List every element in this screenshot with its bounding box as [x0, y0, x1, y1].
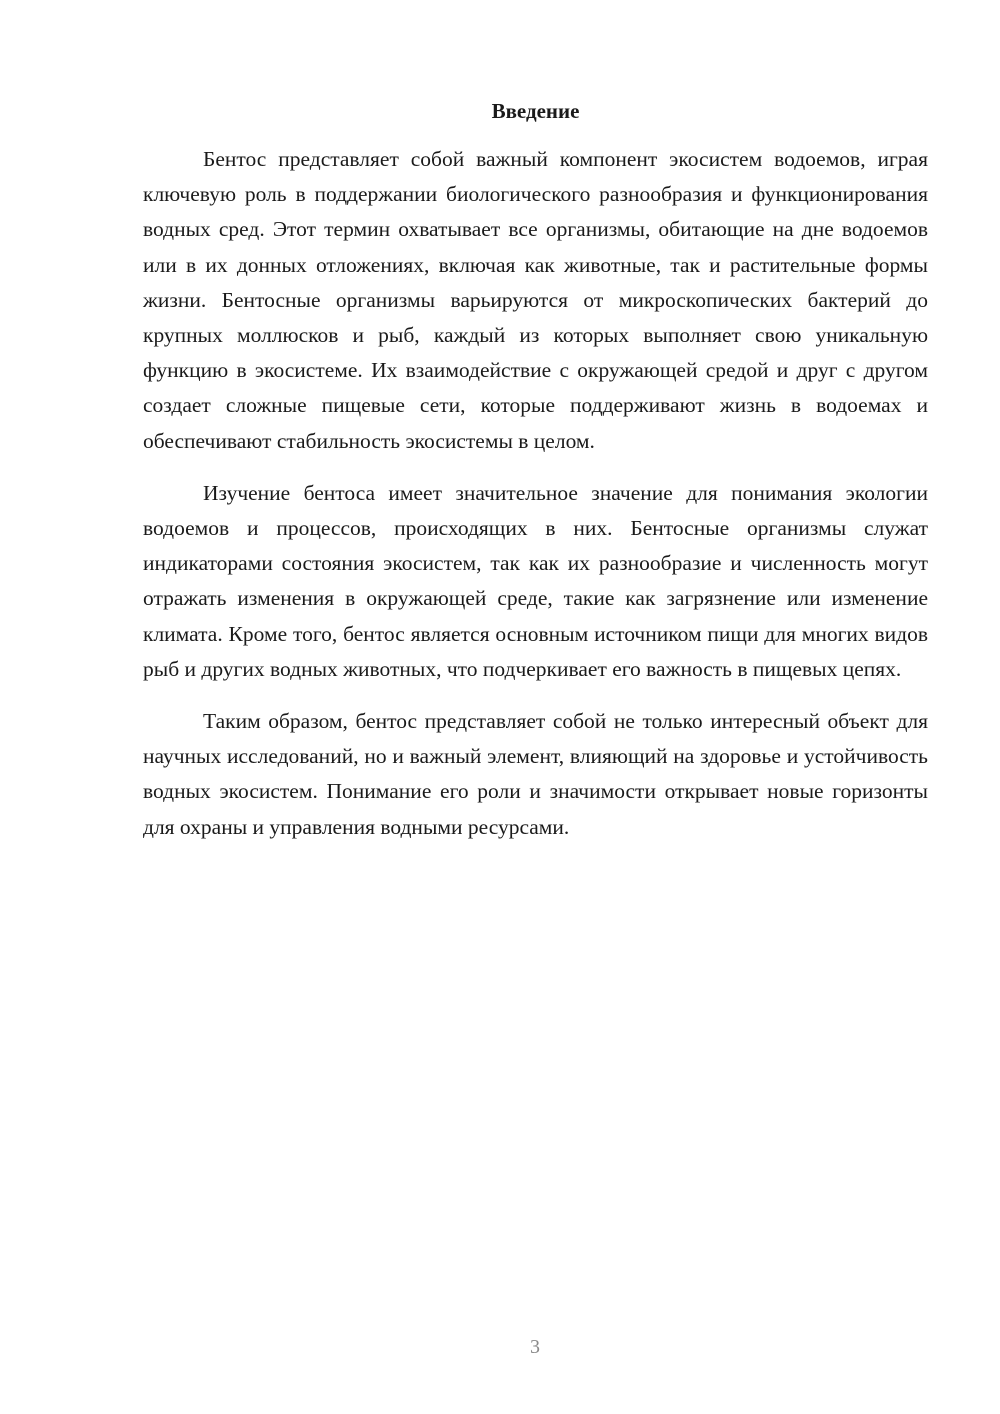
body-text — [143, 142, 928, 862]
page-number: 3 — [530, 1336, 540, 1358]
paragraph-3: Таким образом, бентос представляет собой не только интересный объект для научных исследований, но и важный элемент, влияющий на здоровье и устойчивость водных экосистем. Понимание его роли и значимости открывает новые горизонты для охраны и управления водными ресурсами. — [143, 709, 928, 839]
paragraph-2: Изучение бентоса имеет значительное значение для понимания экологии водоемов и процессов, происходящих в них. Бентосные организмы служат индикаторами состояния экосистем, так как их разнообразие и численность могут отражать изменения в окружающей среде, такие как загрязнение или изменение климата. Кроме того, бентос является основным источником пищи для многих видов рыб и других водных животных, что подчеркивает его важность в пищевых цепях. — [143, 480, 928, 681]
paragraph-1: Бентос представляет собой важный компонент экосистем водоемов, играя ключевую роль в поддержании биологического разнообразия и функционирования водных сред. Этот термин охватывает все организмы, обитающие на дне водоемов или в их донных отложениях, включая как животные, так и растительные формы жизни. Бентосные организмы варьируются от микроскопических бактерий до крупных моллюсков и рыб, каждый из которых выполняет свою уникальную функцию в экосистеме. Их взаимодействие с окружающей средой и друг с другом создает сложные пищевые сети, которые поддерживают жизнь в водоемах и обеспечивают стабильность экосистемы в целом. — [143, 147, 928, 453]
section-heading: Введение — [491, 99, 580, 123]
